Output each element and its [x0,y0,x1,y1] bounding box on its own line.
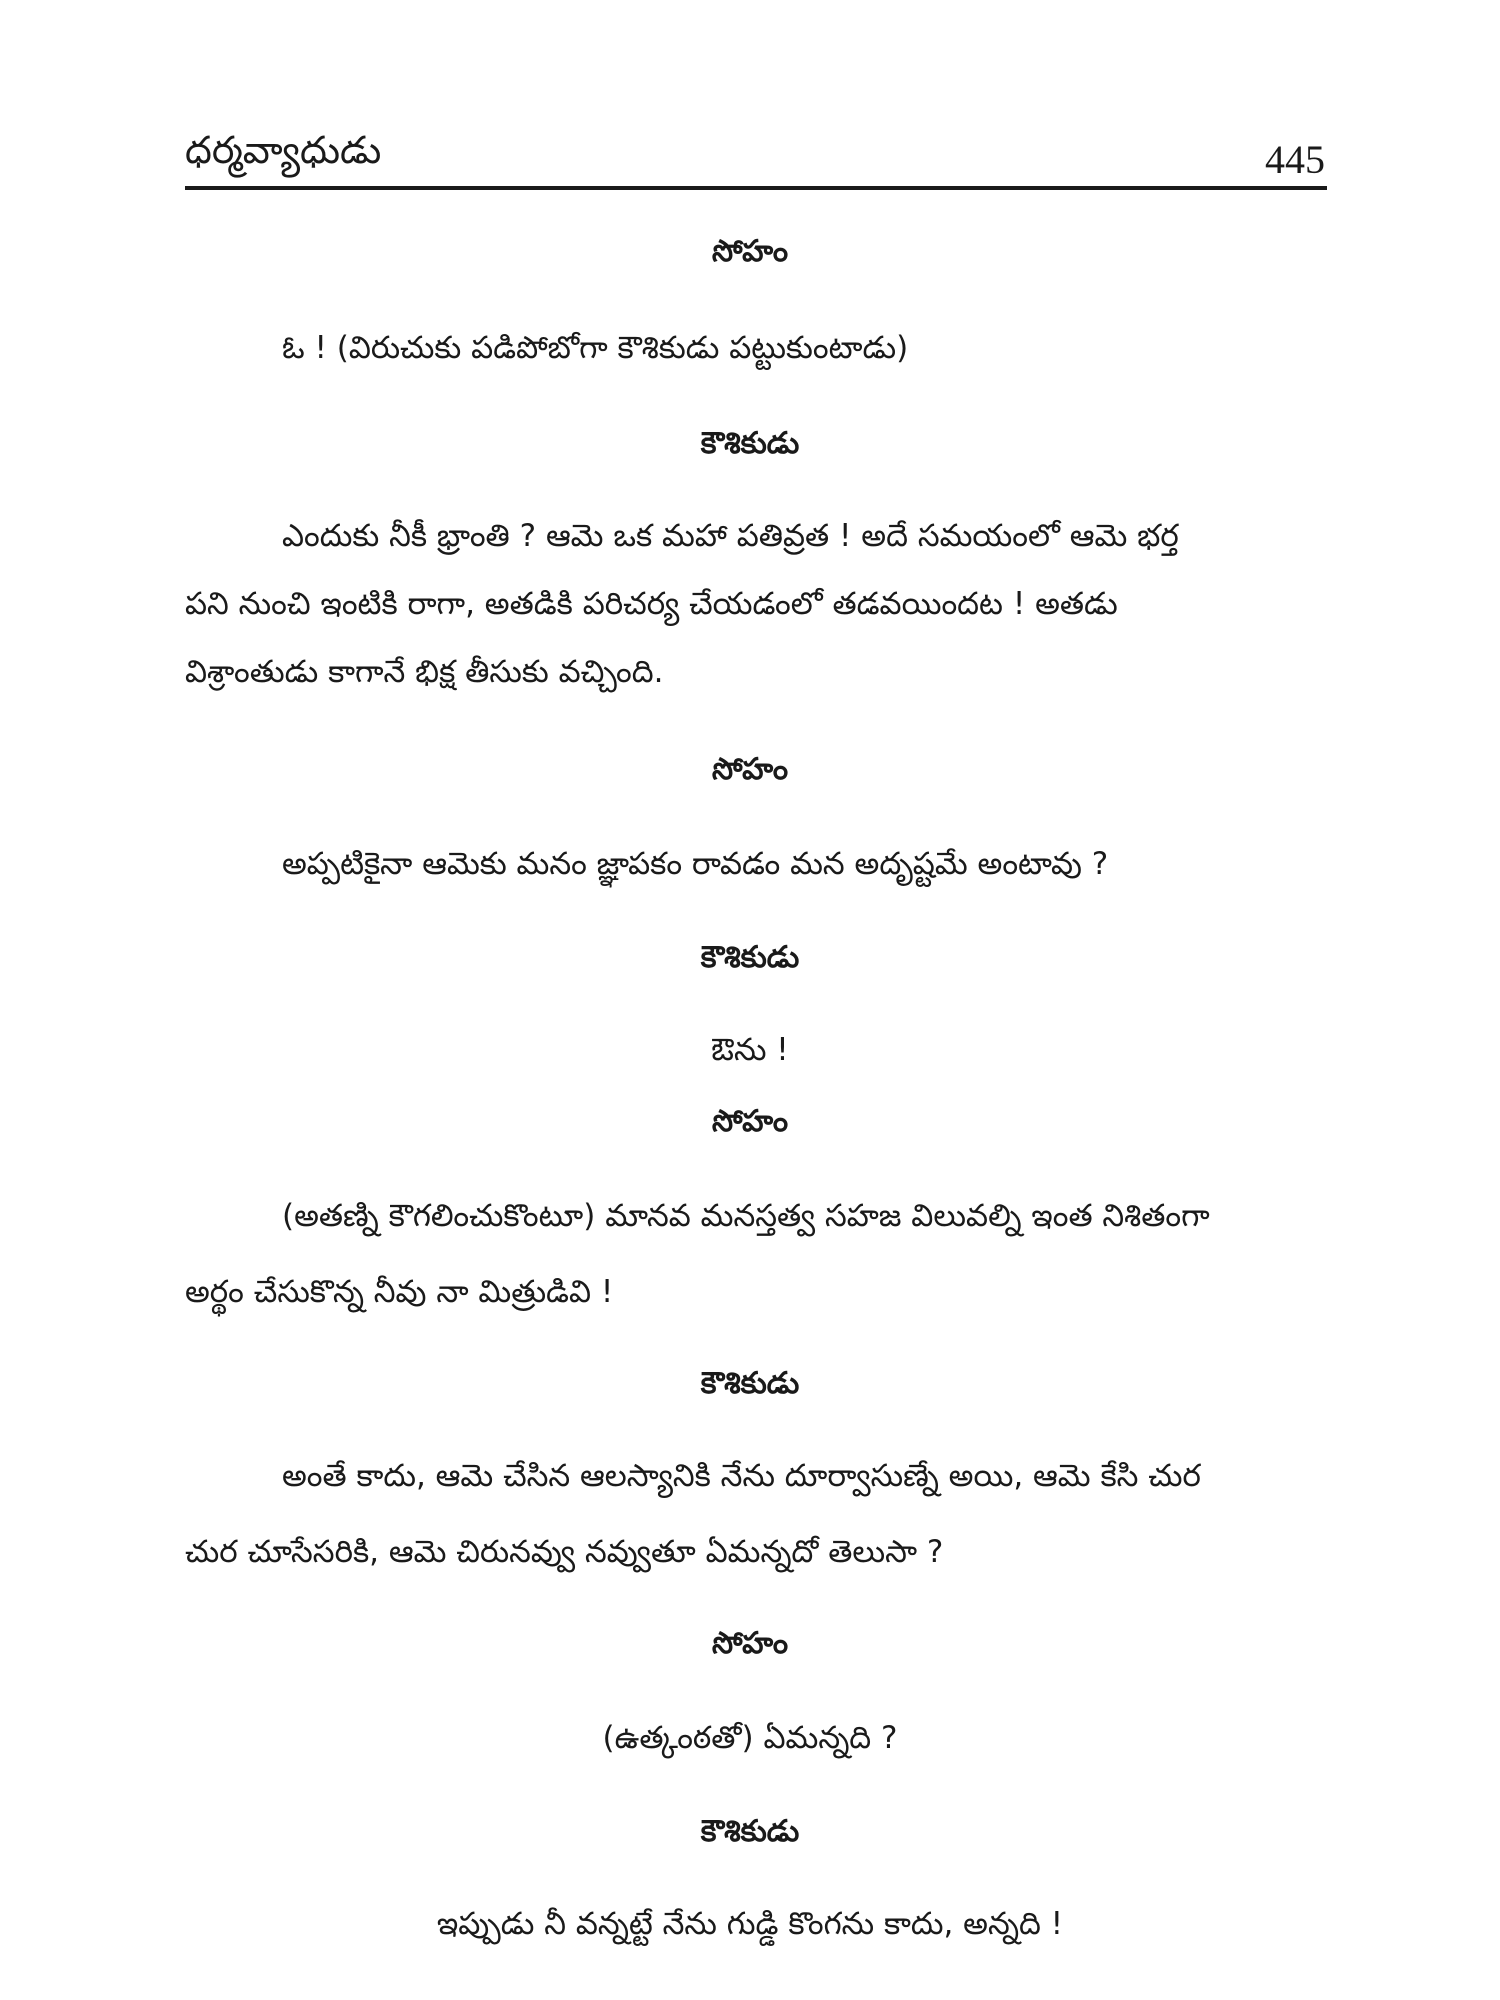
header-divider [185,186,1327,190]
dialogue-line: పని నుంచి ఇంటికి రాగా, అతడికి పరిచర్య చేయడంలో తడవయిందట ! అతడు [185,586,1118,622]
speaker-name: సోహం [711,1104,789,1139]
speaker-name: కౌశికుడు [700,1366,800,1401]
speaker-name: కౌశికుడు [700,426,800,461]
speaker-name: కౌశికుడు [700,940,800,975]
dialogue-line: ఇప్పుడు నీ వన్నట్టే నేను గుడ్డి కొంగను కాదు, అన్నది ! [436,1906,1064,1942]
speaker-name: సోహం [711,234,789,269]
chapter-title: ధర్మవ్యాధుడు [185,128,382,172]
dialogue-line: ఎందుకు నీకీ భ్రాంతి ? ఆమె ఒక మహా పతివ్రత ! అదే సమయంలో ఆమె భర్త [282,518,1179,554]
dialogue-line: అప్పటికైనా ఆమెకు మనం జ్ఞాపకం రావడం మన అదృష్టమే అంటావు ? [282,846,1109,882]
dialogue-line: విశ్రాంతుడు కాగానే భిక్ష తీసుకు వచ్చింది. [185,654,664,690]
speaker-name: కౌశికుడు [700,1814,800,1849]
dialogue-line: ఔను ! [711,1032,789,1068]
dialogue-line: (అతణ్ని కౌగలించుకొంటూ) మానవ మనస్తత్వ సహజ విలువల్ని ఇంత నిశితంగా [282,1198,1210,1234]
dialogue-line: (ఉత్కంఠతో) ఏమన్నది ? [602,1720,898,1756]
dialogue-line: అర్థం చేసుకొన్న నీవు నా మిత్రుడివి ! [185,1274,614,1310]
speaker-name: సోహం [711,1626,789,1661]
dialogue-line: ఓ ! (విరుచుకు పడిపోబోగా కౌశికుడు పట్టుకుంటాడు) [282,330,909,366]
speaker-name: సోహం [711,752,789,787]
page-number: 445 [1265,137,1325,182]
dialogue-line: చుర చూసేసరికి, ఆమె చిరునవ్వు నవ్వుతూ ఏమన్నదో తెలుసా ? [185,1534,944,1570]
page-header [185,120,1325,190]
dialogue-line: అంతే కాదు, ఆమె చేసిన ఆలస్యానికి నేను దూర్వాసుణ్నే అయి, ఆమె కేసి చుర [282,1458,1201,1494]
